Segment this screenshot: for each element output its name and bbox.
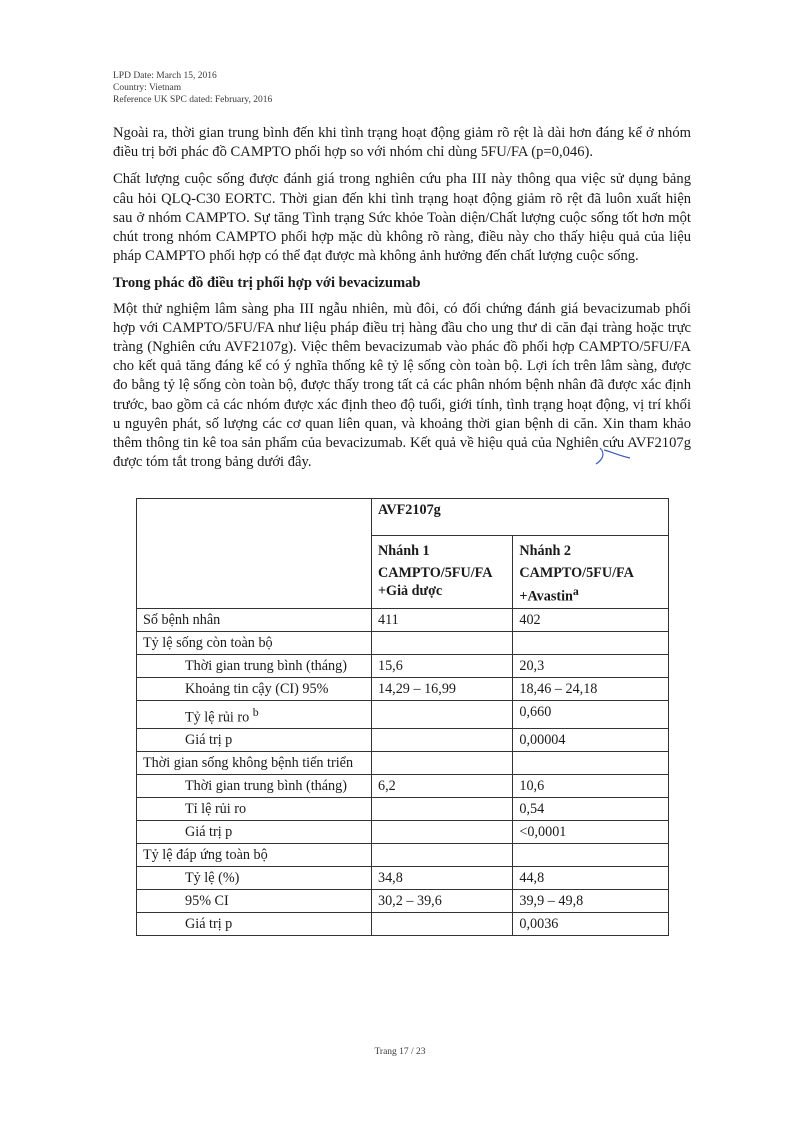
arm1-extra: +Giả dược (377, 583, 443, 599)
row-arm2-value: 0,0036 (513, 913, 669, 936)
row-label: Thời gian sống không bệnh tiến triển (137, 752, 372, 775)
arm2-footnote-mark: a (572, 584, 579, 598)
row-arm1-value: 15,6 (371, 654, 512, 677)
row-label: Khoảng tin cậy (CI) 95% (137, 677, 372, 700)
row-label: Giá trị p (137, 913, 372, 936)
row-label: Giá trị p (137, 821, 372, 844)
row-label (137, 700, 372, 729)
row-arm2-value: 0,00004 (513, 729, 669, 752)
table-row (137, 700, 669, 729)
row-arm2-value (513, 844, 669, 867)
arm2-regimen: CAMPTO/5FU/FA (519, 565, 634, 581)
table-row (137, 821, 669, 844)
section-heading-bevacizumab: Trong phác đồ điều trị phối hợp với bevacizumab (113, 275, 421, 292)
row-arm1-value (371, 844, 512, 867)
arm1-title: Nhánh 1 (377, 543, 430, 559)
row-arm1-value: 30,2 – 39,6 (371, 890, 512, 913)
row-arm1-value (371, 821, 512, 844)
row-arm1-value: 34,8 (371, 867, 512, 890)
table-row (137, 631, 669, 654)
header-country: Country: Vietnam (113, 83, 182, 93)
row-arm2-value: 402 (513, 608, 669, 631)
row-arm2-value: 39,9 – 49,8 (513, 890, 669, 913)
row-arm2-value: 0,660 (513, 700, 669, 729)
paragraph-performance-status: Ngoài ra, thời gian trung bình đến khi tình trạng hoạt động giảm rõ rệt là dài hơn đáng kể ở nhóm điều trị bởi phác đồ CAMPTO phối hợp so với nhóm chỉ dùng 5FU/FA (p=0,046). (113, 125, 691, 161)
row-footnote-mark: b (252, 704, 259, 719)
table-row (137, 798, 669, 821)
table-row (137, 775, 669, 798)
page-number: Trang 17 / 23 (374, 1047, 426, 1057)
document-header (113, 70, 272, 106)
row-label-text: Tỷ lệ rủi ro (185, 709, 250, 726)
table-corner-cell (137, 499, 372, 609)
arm2-extra: +Avastin (519, 588, 573, 605)
row-arm2-value: 20,3 (513, 654, 669, 677)
row-arm1-value (371, 700, 512, 729)
row-label: Thời gian trung bình (tháng) (137, 654, 372, 677)
row-label: 95% CI (137, 890, 372, 913)
row-label: Số bệnh nhân (137, 608, 372, 631)
row-arm2-value: <0,0001 (513, 821, 669, 844)
header-lpd-date: LPD Date: March 15, 2016 (113, 71, 217, 81)
table-row (137, 867, 669, 890)
row-arm2-value: 18,46 – 24,18 (513, 677, 669, 700)
row-label: Tỷ lệ (%) (137, 867, 372, 890)
table-row (137, 844, 669, 867)
row-arm2-value: 44,8 (513, 867, 669, 890)
arm1-regimen: CAMPTO/5FU/FA (377, 565, 493, 581)
table-row (137, 729, 669, 752)
row-label: Thời gian trung bình (tháng) (137, 775, 372, 798)
table-header-study-row (137, 499, 669, 536)
row-arm1-value: 14,29 – 16,99 (371, 677, 512, 700)
table-row (137, 654, 669, 677)
row-arm1-value: 6,2 (371, 775, 512, 798)
document-body (113, 124, 691, 480)
row-arm2-value: 10,6 (513, 775, 669, 798)
table-row (137, 677, 669, 700)
table-arm2-header (513, 536, 669, 609)
table-study-name: AVF2107g (371, 499, 668, 536)
row-arm1-value (371, 913, 512, 936)
header-reference: Reference UK SPC dated: February, 2016 (113, 95, 273, 105)
row-arm2-value: 0,54 (513, 798, 669, 821)
row-label: Tỷ lệ đáp ứng toàn bộ (137, 844, 372, 867)
table-row (137, 913, 669, 936)
table-row (137, 608, 669, 631)
paragraph-quality-of-life: Chất lượng cuộc sống được đánh giá trong nghiên cứu pha III này thông qua việc sử dụng bảng câu hỏi QLQ-C30 EORTC. Thời gian đến khi tình trạng hoạt động giảm rõ rệt đã luôn xuất hiện sau ở nhóm CAMPTO. Sự tăng Tình trạng Sức khỏe Toàn diện/Chất lượng cuộc sống tốt hơn một chút trong nhóm CAMPTO phối hợp mặc dù không rõ ràng, điều này cho thấy hiệu quả của liệu pháp CAMPTO phối hợp có thể đạt được mà không ảnh hưởng đến chất lượng cuộc sống. (113, 171, 691, 265)
row-arm2-value (513, 631, 669, 654)
row-label: Giá trị p (137, 729, 372, 752)
row-arm1-value (371, 798, 512, 821)
paragraph-avf2107g: Một thử nghiệm lâm sàng pha III ngẫu nhiên, mù đôi, có đối chứng đánh giá bevacizumab phối hợp với CAMPTO/5FU/FA như liệu pháp điều trị hàng đầu cho ung thư di căn đại tràng hoặc trực tràng (Nghiên cứu AVF2107g). Việc thêm bevacizumab vào phác đồ phối hợp CAMPTO/5FU/FA cho kết quả tăng đáng kể có ý nghĩa thống kê tỷ lệ sống còn toàn bộ. Lợi ích trên lâm sàng, được đo bằng tỷ lệ sống còn toàn bộ, được thấy trong tất cả các phân nhóm bệnh nhân đã được xác định trước, bao gồm cả các nhóm được xác định theo độ tuổi, giới tính, tình trạng hoạt động, vị trí khối u nguyên phát, số lượng các cơ quan liên quan, và khoảng thời gian bệnh di căn. Xin tham khảo thêm thông tin kê toa sản phẩm của bevacizumab. Kết quả về hiệu quả của Nghiên cứu AVF2107g được tóm tắt trong bảng dưới đây. (113, 300, 691, 471)
row-arm1-value: 411 (371, 608, 512, 631)
efficacy-results-table (136, 498, 669, 936)
row-label: Tỉ lệ rủi ro (137, 798, 372, 821)
handwritten-pen-mark (592, 446, 632, 466)
table-row (137, 890, 669, 913)
row-arm1-value (371, 752, 512, 775)
table-arm1-header (371, 536, 512, 609)
row-arm1-value (371, 729, 512, 752)
row-label: Tỷ lệ sống còn toàn bộ (137, 631, 372, 654)
table-row (137, 752, 669, 775)
arm2-title: Nhánh 2 (519, 543, 572, 559)
row-arm1-value (371, 631, 512, 654)
row-arm2-value (513, 752, 669, 775)
